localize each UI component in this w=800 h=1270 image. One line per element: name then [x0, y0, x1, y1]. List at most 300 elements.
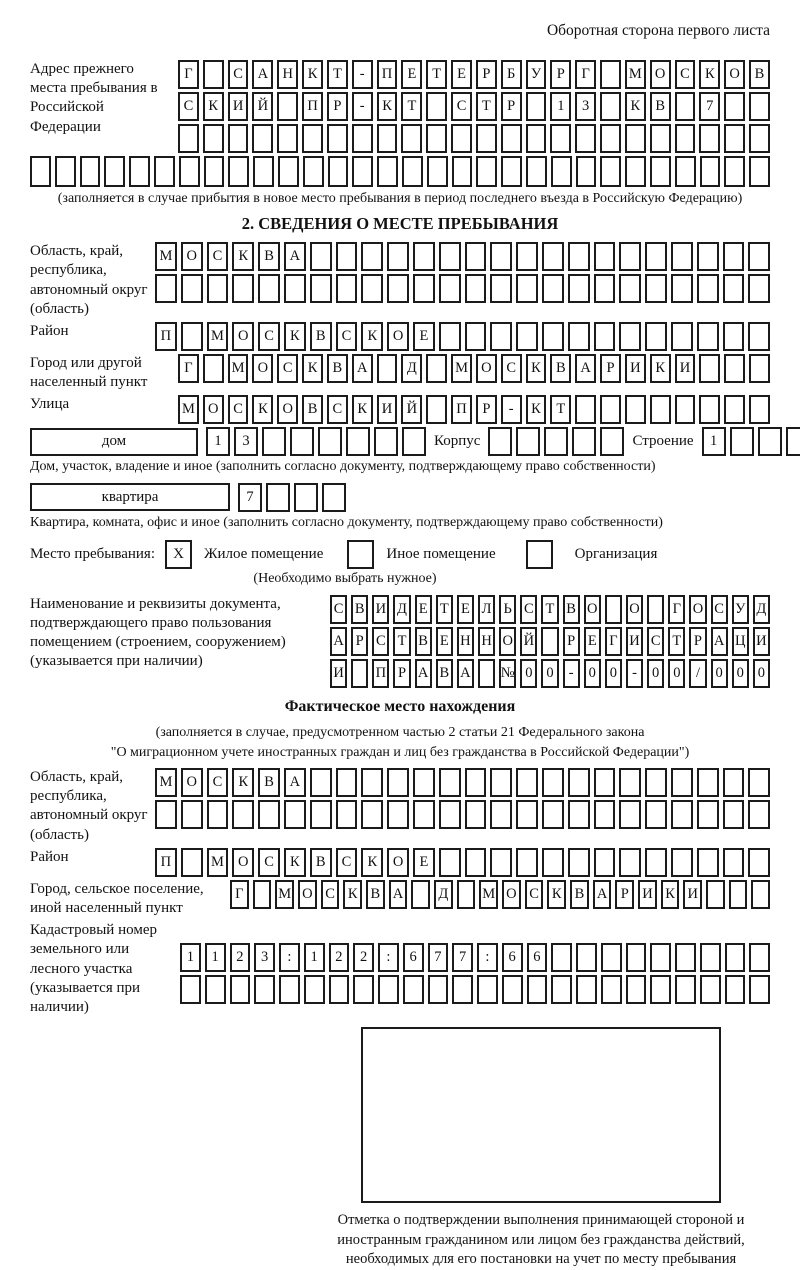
- char-box[interactable]: [516, 274, 538, 303]
- char-box[interactable]: 7: [699, 92, 720, 121]
- char-box[interactable]: [374, 427, 398, 456]
- char-box[interactable]: [304, 975, 325, 1004]
- char-box[interactable]: [178, 124, 199, 153]
- char-box[interactable]: [748, 274, 770, 303]
- char-box[interactable]: В: [310, 322, 332, 351]
- char-box[interactable]: [645, 274, 667, 303]
- char-box[interactable]: Г: [575, 60, 596, 89]
- char-box[interactable]: Т: [541, 595, 558, 624]
- char-box[interactable]: [476, 124, 497, 153]
- checkbox-organization[interactable]: [526, 540, 553, 569]
- char-box[interactable]: Р: [351, 627, 368, 656]
- char-box[interactable]: [155, 800, 177, 829]
- char-box[interactable]: А: [284, 768, 306, 797]
- char-box[interactable]: М: [275, 880, 294, 909]
- char-box[interactable]: А: [330, 627, 347, 656]
- char-box[interactable]: К: [232, 768, 254, 797]
- char-box[interactable]: [490, 800, 512, 829]
- char-box[interactable]: С: [258, 322, 280, 351]
- char-box[interactable]: [758, 427, 782, 456]
- char-box[interactable]: К: [232, 242, 254, 271]
- char-box[interactable]: [465, 848, 487, 877]
- char-box[interactable]: 0: [668, 659, 685, 688]
- char-box[interactable]: /: [689, 659, 706, 688]
- char-box[interactable]: М: [207, 322, 229, 351]
- char-box[interactable]: [426, 92, 447, 121]
- char-box[interactable]: [387, 800, 409, 829]
- char-box[interactable]: [724, 156, 745, 187]
- char-box[interactable]: 0: [647, 659, 664, 688]
- char-box[interactable]: 2: [353, 943, 374, 972]
- char-box[interactable]: К: [699, 60, 720, 89]
- char-box[interactable]: [526, 156, 547, 187]
- char-box[interactable]: [626, 975, 647, 1004]
- char-box[interactable]: [346, 427, 370, 456]
- char-box[interactable]: [645, 322, 667, 351]
- apartment-type-box[interactable]: квартира: [30, 483, 230, 511]
- char-box[interactable]: Г: [605, 627, 622, 656]
- char-box[interactable]: [786, 427, 800, 456]
- char-box[interactable]: О: [181, 768, 203, 797]
- char-box[interactable]: [310, 274, 332, 303]
- char-box[interactable]: [749, 395, 770, 424]
- char-box[interactable]: [490, 768, 512, 797]
- char-box[interactable]: [600, 92, 621, 121]
- char-box[interactable]: [619, 274, 641, 303]
- char-box[interactable]: [310, 800, 332, 829]
- char-box[interactable]: С: [525, 880, 544, 909]
- char-box[interactable]: Е: [401, 60, 422, 89]
- char-box[interactable]: Н: [478, 627, 495, 656]
- char-box[interactable]: [203, 60, 224, 89]
- char-box[interactable]: Г: [230, 880, 249, 909]
- house-type-box[interactable]: дом: [30, 428, 198, 456]
- char-box[interactable]: К: [302, 354, 323, 383]
- char-box[interactable]: [352, 156, 373, 187]
- char-box[interactable]: Ц: [732, 627, 749, 656]
- char-box[interactable]: [650, 395, 671, 424]
- char-box[interactable]: П: [155, 322, 177, 351]
- char-box[interactable]: Р: [615, 880, 634, 909]
- char-box[interactable]: [129, 156, 150, 187]
- char-box[interactable]: Р: [476, 395, 497, 424]
- char-box[interactable]: О: [203, 395, 224, 424]
- char-box[interactable]: [724, 354, 745, 383]
- char-box[interactable]: [699, 354, 720, 383]
- char-box[interactable]: [542, 800, 564, 829]
- char-box[interactable]: С: [520, 595, 537, 624]
- char-box[interactable]: [700, 943, 721, 972]
- char-box[interactable]: [181, 274, 203, 303]
- char-box[interactable]: [490, 322, 512, 351]
- char-box[interactable]: С: [451, 92, 472, 121]
- char-box[interactable]: [526, 92, 547, 121]
- char-box[interactable]: [723, 322, 745, 351]
- char-box[interactable]: [230, 975, 251, 1004]
- char-box[interactable]: [30, 156, 51, 187]
- char-box[interactable]: К: [343, 880, 362, 909]
- char-box[interactable]: С: [207, 242, 229, 271]
- char-box[interactable]: О: [252, 354, 273, 383]
- char-box[interactable]: [258, 800, 280, 829]
- char-box[interactable]: В: [415, 627, 432, 656]
- char-box[interactable]: :: [378, 943, 399, 972]
- char-box[interactable]: [729, 880, 748, 909]
- char-box[interactable]: Й: [520, 627, 537, 656]
- char-box[interactable]: [650, 124, 671, 153]
- char-box[interactable]: [387, 274, 409, 303]
- char-box[interactable]: В: [302, 395, 323, 424]
- char-box[interactable]: О: [689, 595, 706, 624]
- char-box[interactable]: Д: [753, 595, 770, 624]
- char-box[interactable]: О: [387, 322, 409, 351]
- char-box[interactable]: О: [502, 880, 521, 909]
- char-box[interactable]: 7: [238, 483, 262, 512]
- char-box[interactable]: [697, 274, 719, 303]
- char-box[interactable]: [675, 92, 696, 121]
- char-box[interactable]: [403, 975, 424, 1004]
- char-box[interactable]: [749, 124, 770, 153]
- char-box[interactable]: И: [377, 395, 398, 424]
- char-box[interactable]: С: [336, 322, 358, 351]
- char-box[interactable]: С: [321, 880, 340, 909]
- char-box[interactable]: [328, 156, 349, 187]
- char-box[interactable]: В: [749, 60, 770, 89]
- char-box[interactable]: 2: [329, 943, 350, 972]
- char-box[interactable]: [516, 242, 538, 271]
- char-box[interactable]: [336, 242, 358, 271]
- char-box[interactable]: В: [550, 354, 571, 383]
- char-box[interactable]: [748, 848, 770, 877]
- char-box[interactable]: Г: [178, 60, 199, 89]
- char-box[interactable]: -: [352, 60, 373, 89]
- char-box[interactable]: [336, 274, 358, 303]
- char-box[interactable]: [600, 124, 621, 153]
- char-box[interactable]: [723, 800, 745, 829]
- char-box[interactable]: О: [298, 880, 317, 909]
- char-box[interactable]: [428, 975, 449, 1004]
- char-box[interactable]: С: [330, 595, 347, 624]
- char-box[interactable]: :: [477, 943, 498, 972]
- char-box[interactable]: И: [638, 880, 657, 909]
- char-box[interactable]: [303, 156, 324, 187]
- char-box[interactable]: [601, 943, 622, 972]
- char-box[interactable]: -: [563, 659, 580, 688]
- char-box[interactable]: В: [436, 659, 453, 688]
- char-box[interactable]: [278, 156, 299, 187]
- char-box[interactable]: Е: [413, 848, 435, 877]
- char-box[interactable]: [748, 322, 770, 351]
- char-box[interactable]: :: [279, 943, 300, 972]
- char-box[interactable]: [402, 156, 423, 187]
- char-box[interactable]: [427, 156, 448, 187]
- char-box[interactable]: [541, 627, 558, 656]
- char-box[interactable]: [594, 242, 616, 271]
- char-box[interactable]: М: [155, 242, 177, 271]
- char-box[interactable]: [647, 595, 664, 624]
- char-box[interactable]: [181, 800, 203, 829]
- char-box[interactable]: [310, 242, 332, 271]
- char-box[interactable]: 2: [230, 943, 251, 972]
- char-box[interactable]: [749, 943, 770, 972]
- char-box[interactable]: К: [302, 60, 323, 89]
- char-box[interactable]: Р: [689, 627, 706, 656]
- char-box[interactable]: [465, 800, 487, 829]
- char-box[interactable]: Т: [401, 92, 422, 121]
- char-box[interactable]: С: [675, 60, 696, 89]
- char-box[interactable]: [542, 274, 564, 303]
- char-box[interactable]: И: [330, 659, 347, 688]
- char-box[interactable]: [724, 395, 745, 424]
- char-box[interactable]: Д: [434, 880, 453, 909]
- char-box[interactable]: [232, 800, 254, 829]
- char-box[interactable]: М: [451, 354, 472, 383]
- char-box[interactable]: Е: [451, 60, 472, 89]
- char-box[interactable]: С: [372, 627, 389, 656]
- char-box[interactable]: К: [361, 322, 383, 351]
- char-box[interactable]: [207, 274, 229, 303]
- char-box[interactable]: [600, 60, 621, 89]
- char-box[interactable]: [749, 156, 770, 187]
- char-box[interactable]: [724, 124, 745, 153]
- char-box[interactable]: [542, 242, 564, 271]
- char-box[interactable]: [572, 427, 596, 456]
- char-box[interactable]: К: [284, 848, 306, 877]
- char-box[interactable]: [619, 322, 641, 351]
- char-box[interactable]: 0: [584, 659, 601, 688]
- char-box[interactable]: [575, 395, 596, 424]
- char-box[interactable]: [650, 156, 671, 187]
- char-box[interactable]: С: [647, 627, 664, 656]
- char-box[interactable]: [725, 943, 746, 972]
- char-box[interactable]: Т: [436, 595, 453, 624]
- char-box[interactable]: [697, 848, 719, 877]
- char-box[interactable]: [361, 242, 383, 271]
- char-box[interactable]: [465, 768, 487, 797]
- char-box[interactable]: [697, 242, 719, 271]
- char-box[interactable]: [279, 975, 300, 1004]
- char-box[interactable]: [645, 848, 667, 877]
- char-box[interactable]: 1: [180, 943, 201, 972]
- char-box[interactable]: О: [650, 60, 671, 89]
- char-box[interactable]: С: [327, 395, 348, 424]
- char-box[interactable]: [625, 156, 646, 187]
- char-box[interactable]: А: [711, 627, 728, 656]
- char-box[interactable]: [550, 124, 571, 153]
- char-box[interactable]: А: [575, 354, 596, 383]
- char-box[interactable]: 3: [575, 92, 596, 121]
- char-box[interactable]: [284, 274, 306, 303]
- char-box[interactable]: [699, 124, 720, 153]
- char-box[interactable]: С: [228, 60, 249, 89]
- char-box[interactable]: [290, 427, 314, 456]
- char-box[interactable]: Р: [327, 92, 348, 121]
- char-box[interactable]: [490, 274, 512, 303]
- char-box[interactable]: [594, 848, 616, 877]
- char-box[interactable]: [542, 848, 564, 877]
- char-box[interactable]: [502, 975, 523, 1004]
- char-box[interactable]: И: [372, 595, 389, 624]
- char-box[interactable]: К: [203, 92, 224, 121]
- char-box[interactable]: К: [352, 395, 373, 424]
- char-box[interactable]: П: [377, 60, 398, 89]
- char-box[interactable]: [625, 395, 646, 424]
- char-box[interactable]: [675, 395, 696, 424]
- char-box[interactable]: Р: [476, 60, 497, 89]
- char-box[interactable]: Й: [252, 92, 273, 121]
- char-box[interactable]: [516, 848, 538, 877]
- char-box[interactable]: А: [457, 659, 474, 688]
- char-box[interactable]: [413, 242, 435, 271]
- char-box[interactable]: [401, 124, 422, 153]
- char-box[interactable]: Р: [550, 60, 571, 89]
- char-box[interactable]: [576, 156, 597, 187]
- char-box[interactable]: И: [683, 880, 702, 909]
- char-box[interactable]: [411, 880, 430, 909]
- char-box[interactable]: Т: [668, 627, 685, 656]
- char-box[interactable]: С: [336, 848, 358, 877]
- char-box[interactable]: К: [650, 354, 671, 383]
- char-box[interactable]: [426, 124, 447, 153]
- char-box[interactable]: 1: [205, 943, 226, 972]
- char-box[interactable]: [294, 483, 318, 512]
- char-box[interactable]: [594, 800, 616, 829]
- char-box[interactable]: [516, 768, 538, 797]
- char-box[interactable]: [671, 800, 693, 829]
- char-box[interactable]: [361, 800, 383, 829]
- char-box[interactable]: Е: [413, 322, 435, 351]
- char-box[interactable]: [154, 156, 175, 187]
- char-box[interactable]: [181, 322, 203, 351]
- char-box[interactable]: [568, 800, 590, 829]
- char-box[interactable]: В: [258, 242, 280, 271]
- char-box[interactable]: [327, 124, 348, 153]
- char-box[interactable]: [205, 975, 226, 1004]
- char-box[interactable]: [551, 156, 572, 187]
- char-box[interactable]: С: [277, 354, 298, 383]
- char-box[interactable]: [724, 92, 745, 121]
- char-box[interactable]: [619, 768, 641, 797]
- char-box[interactable]: [501, 156, 522, 187]
- char-box[interactable]: [650, 943, 671, 972]
- char-box[interactable]: [697, 800, 719, 829]
- char-box[interactable]: [605, 595, 622, 624]
- char-box[interactable]: К: [361, 848, 383, 877]
- char-box[interactable]: [675, 156, 696, 187]
- char-box[interactable]: [730, 427, 754, 456]
- char-box[interactable]: [723, 848, 745, 877]
- char-box[interactable]: И: [228, 92, 249, 121]
- char-box[interactable]: [465, 322, 487, 351]
- char-box[interactable]: В: [327, 354, 348, 383]
- char-box[interactable]: М: [178, 395, 199, 424]
- char-box[interactable]: [751, 880, 770, 909]
- char-box[interactable]: [749, 354, 770, 383]
- char-box[interactable]: П: [155, 848, 177, 877]
- char-box[interactable]: К: [284, 322, 306, 351]
- char-box[interactable]: [329, 975, 350, 1004]
- char-box[interactable]: 0: [520, 659, 537, 688]
- char-box[interactable]: [671, 768, 693, 797]
- char-box[interactable]: 6: [403, 943, 424, 972]
- char-box[interactable]: Н: [457, 627, 474, 656]
- char-box[interactable]: К: [625, 92, 646, 121]
- char-box[interactable]: [723, 242, 745, 271]
- char-box[interactable]: [310, 768, 332, 797]
- char-box[interactable]: К: [252, 395, 273, 424]
- char-box[interactable]: Т: [426, 60, 447, 89]
- char-box[interactable]: И: [675, 354, 696, 383]
- char-box[interactable]: [204, 156, 225, 187]
- char-box[interactable]: А: [415, 659, 432, 688]
- char-box[interactable]: [671, 274, 693, 303]
- char-box[interactable]: Е: [584, 627, 601, 656]
- char-box[interactable]: [576, 943, 597, 972]
- char-box[interactable]: А: [352, 354, 373, 383]
- char-box[interactable]: Т: [327, 60, 348, 89]
- char-box[interactable]: 0: [711, 659, 728, 688]
- char-box[interactable]: В: [351, 595, 368, 624]
- char-box[interactable]: [361, 768, 383, 797]
- char-box[interactable]: 7: [452, 943, 473, 972]
- char-box[interactable]: [748, 242, 770, 271]
- char-box[interactable]: П: [451, 395, 472, 424]
- char-box[interactable]: Р: [600, 354, 621, 383]
- char-box[interactable]: Д: [393, 595, 410, 624]
- char-box[interactable]: П: [372, 659, 389, 688]
- char-box[interactable]: В: [570, 880, 589, 909]
- char-box[interactable]: Г: [668, 595, 685, 624]
- char-box[interactable]: И: [753, 627, 770, 656]
- char-box[interactable]: [600, 395, 621, 424]
- char-box[interactable]: Т: [550, 395, 571, 424]
- char-box[interactable]: [706, 880, 725, 909]
- char-box[interactable]: 1: [206, 427, 230, 456]
- char-box[interactable]: [478, 659, 495, 688]
- char-box[interactable]: Е: [415, 595, 432, 624]
- char-box[interactable]: -: [626, 659, 643, 688]
- char-box[interactable]: [413, 274, 435, 303]
- char-box[interactable]: С: [258, 848, 280, 877]
- char-box[interactable]: [625, 124, 646, 153]
- char-box[interactable]: [439, 848, 461, 877]
- char-box[interactable]: Р: [393, 659, 410, 688]
- char-box[interactable]: [232, 274, 254, 303]
- char-box[interactable]: [516, 322, 538, 351]
- char-box[interactable]: 0: [605, 659, 622, 688]
- char-box[interactable]: [361, 274, 383, 303]
- char-box[interactable]: [650, 975, 671, 1004]
- char-box[interactable]: [180, 975, 201, 1004]
- char-box[interactable]: Г: [178, 354, 199, 383]
- char-box[interactable]: О: [584, 595, 601, 624]
- char-box[interactable]: [749, 975, 770, 1004]
- char-box[interactable]: Ь: [499, 595, 516, 624]
- char-box[interactable]: [645, 242, 667, 271]
- char-box[interactable]: [568, 768, 590, 797]
- char-box[interactable]: 1: [702, 427, 726, 456]
- char-box[interactable]: Й: [401, 395, 422, 424]
- char-box[interactable]: М: [155, 768, 177, 797]
- char-box[interactable]: 0: [732, 659, 749, 688]
- char-box[interactable]: [671, 848, 693, 877]
- char-box[interactable]: [439, 322, 461, 351]
- char-box[interactable]: [594, 274, 616, 303]
- char-box[interactable]: [675, 975, 696, 1004]
- char-box[interactable]: [526, 124, 547, 153]
- char-box[interactable]: [266, 483, 290, 512]
- char-box[interactable]: [516, 800, 538, 829]
